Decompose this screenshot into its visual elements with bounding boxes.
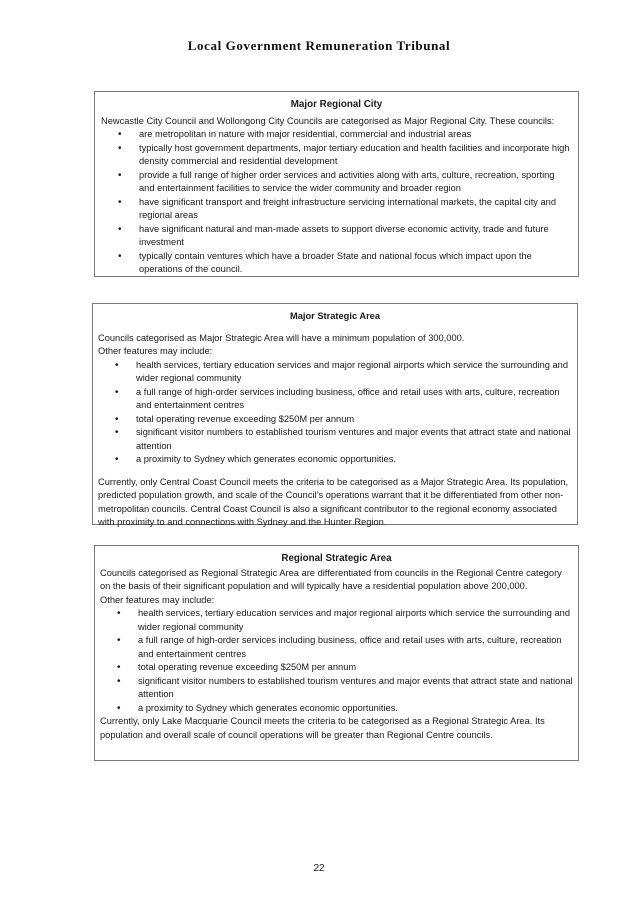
list-item: • total operating revenue exceeding $250M per annum — [100, 661, 573, 675]
regional-strategic-area-closing: Currently, only Lake Macquarie Council meets the criteria to be categorised as a Regional Strategic Area. Its population and overall scale of council operations will be greater than Regional Centre councils. — [100, 716, 545, 740]
major-strategic-area-bullet-list — [98, 359, 572, 467]
regional-strategic-area-bullet-list — [100, 607, 573, 715]
list-item: • total operating revenue exceeding $250M per annum — [98, 413, 572, 427]
list-item: • provide a full range of higher order services and activities along with arts, culture, recreation, sporting and entertainment facilities to service the wider community and broader region — [101, 169, 572, 196]
page-header-title: Local Government Remuneration Tribunal — [187, 38, 451, 53]
major-regional-city-intro: Newcastle City Council and Wollongong City Councils are categorised as Major Regional City. These councils: — [101, 115, 555, 126]
list-item: • a full range of high-order services including business, office and retail uses with arts, culture, recreation and entertainment centres — [98, 386, 572, 413]
list-item: • significant visitor numbers to established tourism ventures and major events that attract state and national attention — [98, 426, 572, 453]
major-regional-city-bullet-list — [101, 128, 572, 277]
list-item: • a proximity to Sydney which generates economic opportunities. — [100, 702, 573, 716]
list-item: • health services, tertiary education services and major regional airports which service the surrounding and wider regional community — [98, 359, 572, 386]
regional-strategic-area-box — [94, 545, 579, 761]
major-strategic-area-closing: Currently, only Central Coast Council meets the criteria to be categorised as a Major Strategic Area. Its population, predicted population growth, and scale of the Council’s operations warrant that it be differentiated from other non-metropolitan councils. Central Coast Council is also a significant contributor to the regional economy associated with proximity to and connections with Sydney and the Hunter Region. — [98, 476, 569, 527]
major-strategic-area-box — [92, 303, 578, 525]
regional-strategic-area-title: Regional Strategic Area — [281, 553, 392, 564]
list-item: • have significant transport and freight infrastructure servicing international markets, the capital city and regional areas — [101, 196, 572, 223]
list-item: • a proximity to Sydney which generates economic opportunities. — [98, 453, 572, 467]
list-item: • have significant natural and man-made assets to support diverse economic activity, trade and future investment — [101, 223, 572, 250]
major-regional-city-box — [94, 91, 579, 277]
list-item: • a full range of high-order services including business, office and retail uses with arts, culture, recreation and entertainment centres — [100, 634, 573, 661]
major-strategic-area-title: Major Strategic Area — [289, 311, 381, 321]
major-regional-city-title: Major Regional City — [290, 99, 383, 110]
list-item: • significant visitor numbers to established tourism ventures and major events that attract state and national attention — [100, 675, 573, 702]
major-strategic-area-features-label: Other features may include: — [98, 346, 213, 356]
regional-strategic-area-intro: Councils categorised as Regional Strategic Area are differentiated from councils in the Regional Centre category on the basis of their significant population and will typically have a residential population above 200,000. — [100, 567, 562, 591]
page-number: 22 — [313, 863, 325, 874]
list-item: • are metropolitan in nature with major residential, commercial and industrial areas — [101, 128, 572, 142]
list-item: • health services, tertiary education services and major regional airports which service the surrounding and wider regional community — [100, 607, 573, 634]
regional-strategic-area-features-label: Other features may include: — [100, 594, 215, 605]
list-item: • typically contain ventures which have a broader State and national focus which impact upon the operations of the council. — [101, 250, 572, 277]
major-strategic-area-intro: Councils categorised as Major Strategic Area will have a minimum population of 300,000. — [98, 332, 465, 343]
list-item: • typically host government departments, major tertiary education and health facilities and incorporate high density commercial and residential development — [101, 142, 572, 169]
